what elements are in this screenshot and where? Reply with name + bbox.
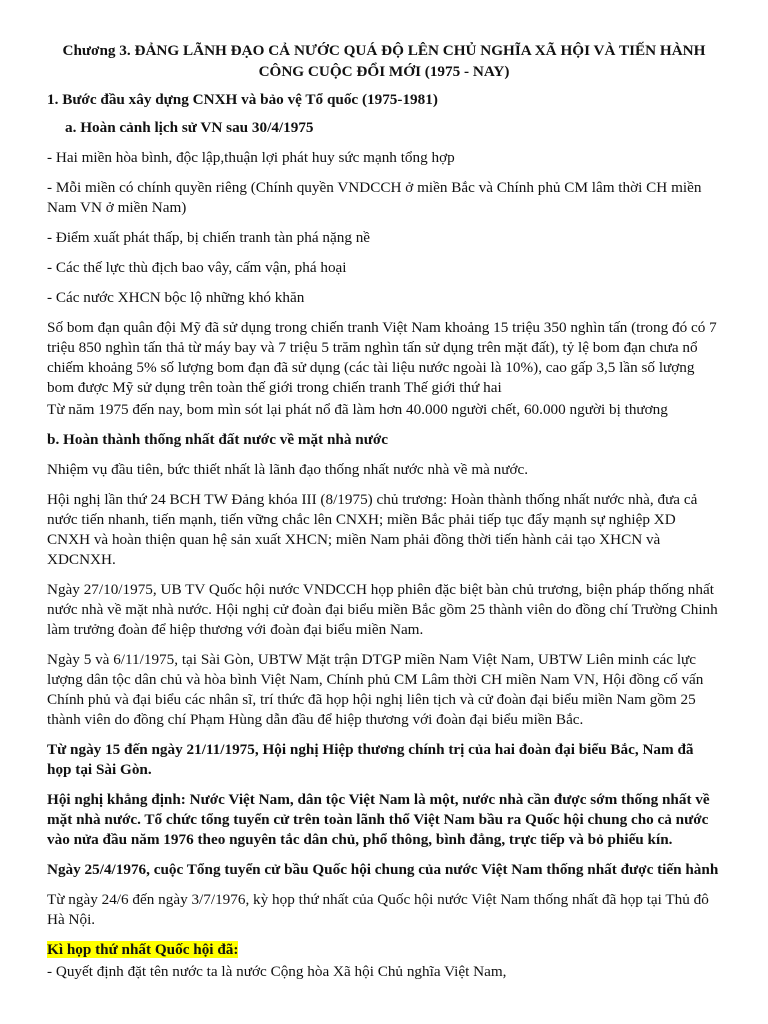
task-paragraph: Nhiệm vụ đầu tiên, bức thiết nhất là lãnh đạo thống nhất nước nhà về mà nước. bbox=[47, 461, 529, 478]
section-1-heading: 1. Bước đầu xây dựng CNXH và bảo vệ Tổ quốc (1975-1981) bbox=[47, 91, 438, 108]
mine-paragraph: Từ năm 1975 đến nay, bom mìn sót lại phát nổ đã làm hơn 40.000 người chết, 60.000 người bị thương bbox=[47, 401, 668, 418]
election-paragraph: Ngày 25/4/1976, cuộc Tổng tuyển cử bầu Quốc hội chung của nước Việt Nam thống nhất được tiến hành bbox=[47, 861, 719, 878]
bomb-paragraph: Số bom đạn quân đội Mỹ đã sử dụng trong chiến tranh Việt Nam khoảng 15 triệu 350 nghìn tấn (trong đó có 7 triệu 850 nghìn tấn thả từ máy bay và 7 triệu 5 trăm nghìn tấn sử dụng trên mặt đất), tỷ lệ bom đạn chưa nổ chiếm khoảng 5% số lượng bom đạn đã sử dụng (các tài liệu nước ngoài là 10%), cao gấp 3,5 lần số lượng bom được Mỹ sử dụng trên toàn thế giới trong chiến tranh Thế giới thứ hai bbox=[47, 319, 717, 396]
october-paragraph: Ngày 27/10/1975, UB TV Quốc hội nước VNDCCH họp phiên đặc biệt bàn chủ trương, biện pháp thống nhất nước nhà về mặt nhà nước. Hội nghị cử đoàn đại biểu miền Bắc gồm 25 thành viên do đồng chí Trường Chinh làm trưởng đoàn để hiệp thương với đoàn đại biểu miền Nam. bbox=[47, 581, 718, 638]
consultative-paragraph: Từ ngày 15 đến ngày 21/11/1975, Hội nghị Hiệp thương chính trị của hai đoàn đại biểu Bắc, Nam đã họp tại Sài Gòn. bbox=[47, 741, 694, 778]
naming-line: - Quyết định đặt tên nước ta là nước Cộng hòa Xã hội Chủ nghĩa Việt Nam, bbox=[47, 963, 507, 980]
session-paragraph: Từ ngày 24/6 đến ngày 3/7/1976, kỳ họp thứ nhất của Quốc hội nước Việt Nam thống nhất đã họp tại Thủ đô Hà Nội. bbox=[47, 891, 709, 928]
conference-paragraph: Hội nghị lần thứ 24 BCH TW Đảng khóa III (8/1975) chủ trương: Hoàn thành thống nhất nước nhà, đưa cả nước tiến nhanh, tiến mạnh, tiến vững chắc lên CNXH; miền Bắc phải tiếp tục đẩy mạnh sự nghiệp XD CNXH và hoàn thiện quan hệ sản xuất XHCN; miền Nam phải đồng thời tiến hành cải tạo XHCN và XDCNXH. bbox=[47, 491, 698, 568]
november-paragraph: Ngày 5 và 6/11/1975, tại Sài Gòn, UBTW Mặt trận DTGP miền Nam Việt Nam, UBTW Liên minh các lực lượng dân tộc dân chủ và hòa bình Việt Nam, Chính phủ CM Lâm thời CH miền Nam VN, Hội đồng cố vấn Chính phủ và đại biểu các nhân sĩ, trí thức đã họp hội nghị liên tịch và cử đoàn đại biểu miền Nam gồm 25 thành viên do đồng chí Phạm Hùng dẫn đầu để hiệp thương với đoàn đại biểu miền Bắc. bbox=[47, 651, 704, 728]
affirm-paragraph: Hội nghị khẳng định: Nước Việt Nam, dân tộc Việt Nam là một, nước nhà cần được sớm thống nhất về mặt nhà nước. Tổ chức tổng tuyển cử trên toàn lãnh thổ Việt Nam bầu ra Quốc hội chung cho cả nước vào nửa đầu năm 1976 theo nguyên tắc dân chủ, phổ thông, bình đẳng, trực tiếp và bỏ phiếu kín. bbox=[47, 791, 710, 848]
subsection-a-heading: a. Hoàn cảnh lịch sử VN sau 30/4/1975 bbox=[65, 119, 314, 136]
bullet-item: - Các thế lực thù địch bao vây, cấm vận, phá hoại bbox=[47, 259, 347, 276]
subsection-b-heading: b. Hoàn thành thống nhất đất nước về mặt nhà nước bbox=[47, 431, 388, 448]
bullet-item: - Điểm xuất phát thấp, bị chiến tranh tàn phá nặng nề bbox=[47, 229, 371, 246]
chapter-title: Chương 3. ĐẢNG LÃNH ĐẠO CẢ NƯỚC QUÁ ĐỘ LÊN CHỦ NGHĨA XÃ HỘI VÀ TIẾN HÀNH CÔNG CUỘC ĐỔI MỚI (1975 - NAY) bbox=[62, 42, 706, 80]
bullet-item: - Mỗi miền có chính quyền riêng (Chính quyền VNDCCH ở miền Bắc và Chính phủ CM lâm thời CH miền Nam VN ở miền Nam) bbox=[47, 179, 702, 216]
bullet-item: - Các nước XHCN bộc lộ những khó khăn bbox=[47, 289, 305, 306]
bullet-item: - Hai miền hòa bình, độc lập,thuận lợi phát huy sức mạnh tổng hợp bbox=[47, 149, 455, 166]
first-session-heading: Kì họp thứ nhất Quốc hội đã: bbox=[47, 941, 239, 958]
